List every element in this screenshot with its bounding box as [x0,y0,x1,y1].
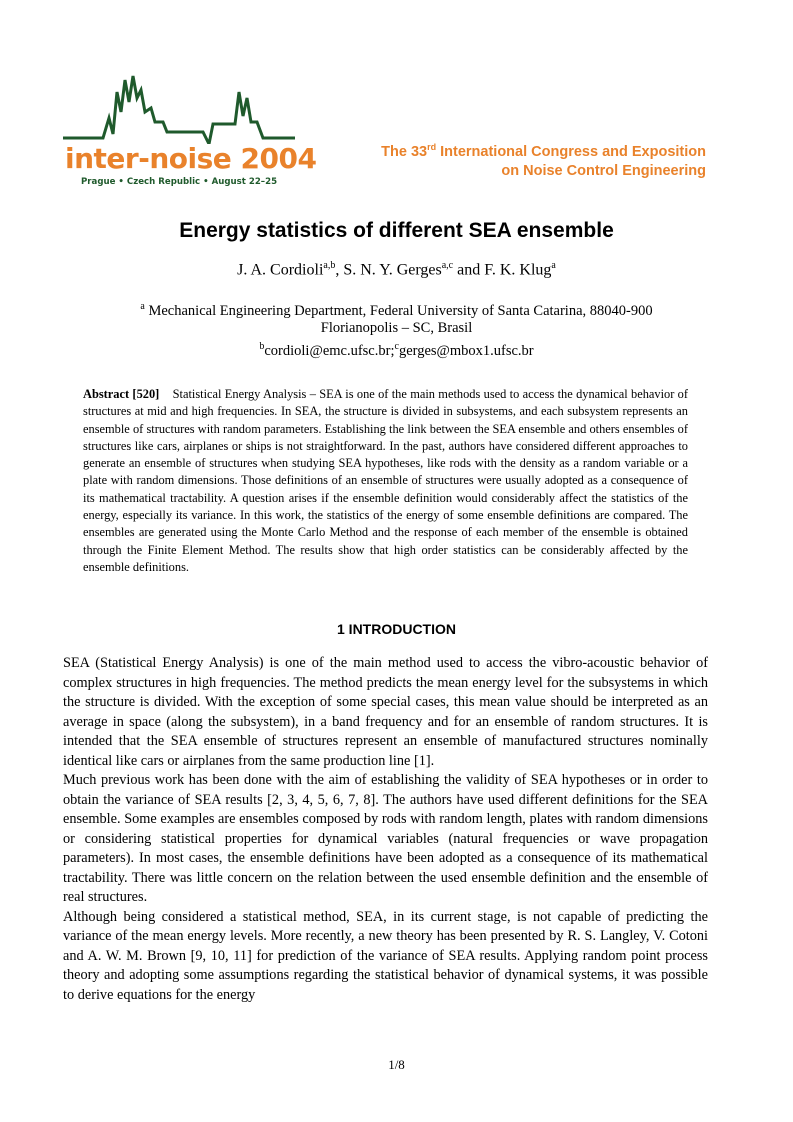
paragraph: SEA (Statistical Energy Analysis) is one of the main method used to access the vibro-acoustic behavior of complex structures in high frequencies. The method predicts the mean energy level for the subsystems in which the structure is divided. With the exception of some special cases, this mean value should be interpreted as an average in space (along the subsystem), in a band frequency and for an ensemble of random structures. It is intended that the SEA ensemble of structures represent an ensemble of manufactured structures nominally identical like cars or airplanes from the same production line [1]. [63,655,708,769]
affiliation-line-2: Florianopolis – SC, Brasil [320,320,473,337]
conference-logo [63,72,317,194]
section-heading: 1 INTRODUCTION [337,621,456,637]
body-text [63,654,708,1005]
logo-text: inter-noise 2004 [65,142,317,175]
abstract [83,386,688,576]
conference-line-1: The 33rd International Congress and Exposition [381,142,706,160]
affiliation-emails: $^b$cordioli@emc.ufsc.br;$^c$gerges@mbox1.ufsc.br [259,340,534,359]
paragraph: Much previous work has been done with the aim of establishing the validity of SEA hypotheses or in order to obtain the variance of SEA results [2, 3, 4, 5, 6, 7, 8]. The authors have used different definitions for the SEA ensemble. Some examples are ensembles composed by rods with random length, plates with random dimensions or considering statistical properties for dynamical variables (natural frequencies or wave propagation parameters). In most cases, the ensemble definitions have been adopted as a consequence of its mathematical tractability. There was little concern on the relation between the used ensemble definition and the ensemble of real structures. [63,772,708,905]
paper-title: Energy statistics of different SEA ensemble [179,219,614,242]
conference-header [381,138,706,181]
abstract-text: Statistical Energy Analysis – SEA is one of the main methods used to access the dynamical behavior of structures at mid and high frequencies. In SEA, the structure is divided in subsystems, and each subsystem represents an ensemble of structures with random parameters. Establishing the link between the SEA ensemble and others ensembles of structures like cars, airplanes or ships is not straightforward. In the past, authors have considered different approaches to generate an ensemble of structures when studying SEA hypotheses, like rods with the density as a random variable or a plate with random dimensions. Those definitions of an ensemble of structures were usually adopted as a consequence of its mathematical tractability. A question arises if the ensemble definition would considerably affect the statistics of the energy, especially its variance. In this work, the statistics of the energy of some ensemble definitions are compared. The ensembles are generated using the Monte Carlo Method and the response of each member of the ensemble is obtained through the Finite Element Method. The results show that high order statistics can be considerably affected by the ensemble definitions. [83,387,689,574]
conference-line-2: on Noise Control Engineering [501,162,706,179]
affiliation-line-1: $^a$ Mechanical Engineering Department, Federal University of Santa Catarina, 88040-900 [140,301,653,319]
abstract-label: Abstract [520] [83,387,160,401]
paragraph: Although being considered a statistical method, SEA, in its current stage, is not capable of predicting the variance of the mean energy levels. More recently, a new theory has been presented by R. S. Langley, V. Cotoni and A. W. M. Brown [9, 10, 11] for prediction of the variance of SEA results. Applying random point process theory and adopting some assumptions regarding the statistical behavior of dynamical systems, it was possible to derive equations for the energy [63,908,708,1003]
author-list: J. A. Cordioli$^{a,b}$, S. N. Y. Gerges$^{a,c}$ and F. K. Klug$^a$ [237,260,556,279]
affiliation [0,298,793,360]
page-number: 1/8 [388,1057,405,1072]
logo-subtitle: Prague • Czech Republic • August 22–25 [81,177,278,187]
noise-waveform-icon [63,72,295,144]
